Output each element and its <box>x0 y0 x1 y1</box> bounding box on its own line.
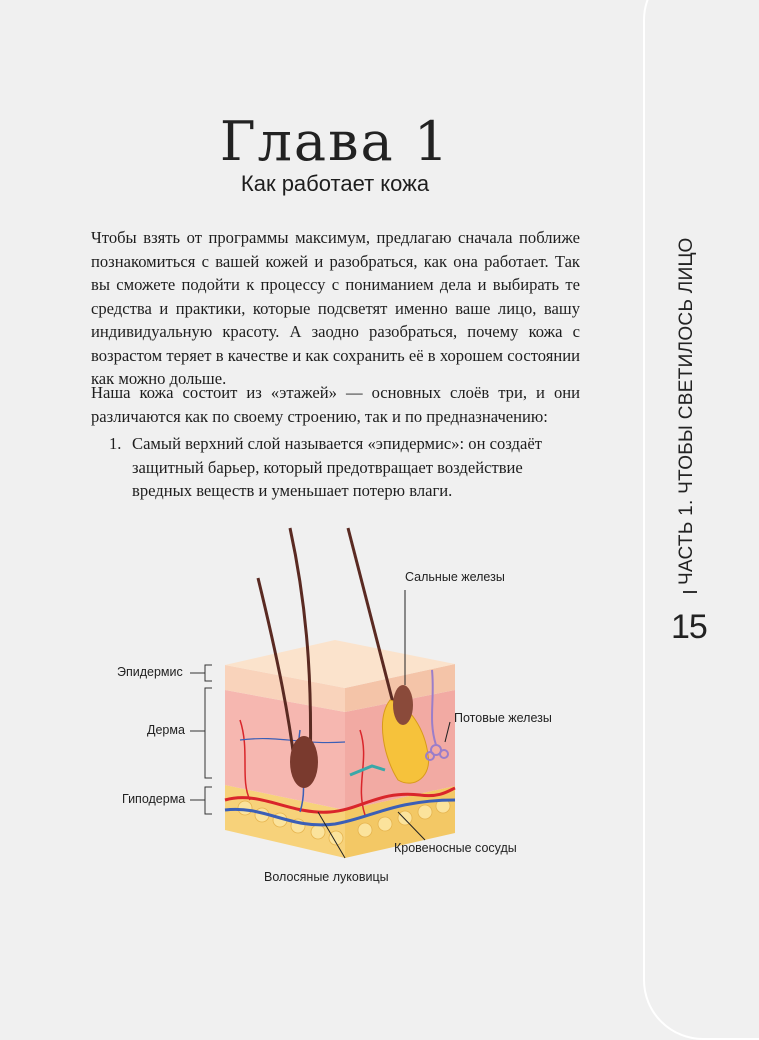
brackets <box>190 665 212 814</box>
label-dermis: Дерма <box>147 723 185 737</box>
label-follicles: Волосяные луковицы <box>264 870 389 884</box>
paragraph-layers: Наша кожа состоит из «этажей» — основных слоёв три, и они различаются как по своему строению, так и по предназначению: <box>91 383 580 426</box>
hair-bulb <box>290 736 318 788</box>
label-sebaceous: Сальные железы <box>405 570 505 584</box>
page-number: 15 <box>671 608 707 646</box>
hair-bulb-right <box>393 685 413 725</box>
chapter-subtitle: Как работает кожа <box>240 171 430 196</box>
label-sweat: Потовые железы <box>454 711 552 725</box>
label-hypodermis: Гиподерма <box>122 792 186 806</box>
label-vessels: Кровеносные сосуды <box>394 841 517 855</box>
part-label: ЧАСТЬ 1. ЧТОБЫ СВЕТИЛОСЬ ЛИЦО <box>676 237 697 585</box>
list-item-text: Самый верхний слой называется «эпидермис»: он создаёт защитный барьер, который предотвращает воздействие вредных веществ и уменьшает потерю влаги. <box>132 434 542 500</box>
label-epidermis: Эпидермис <box>117 665 183 679</box>
chapter-title: Глава 1 <box>219 110 451 173</box>
list-item-number: 1. <box>109 434 122 453</box>
paragraph-intro: Чтобы взять от программы максимум, предлагаю сначала поближе познакомиться с вашей кожей и разобраться, как она работает. Так вы сможете подойти к процессу с пониманием дела и выбирать те средства и практики, которые подсветят именно ваше лицо, вашу индивидуальную красоту. А заодно разобраться, почему кожа с возрастом теряет в качестве и как сохранить её в хорошем состоянии как можно дольше. <box>91 228 580 388</box>
